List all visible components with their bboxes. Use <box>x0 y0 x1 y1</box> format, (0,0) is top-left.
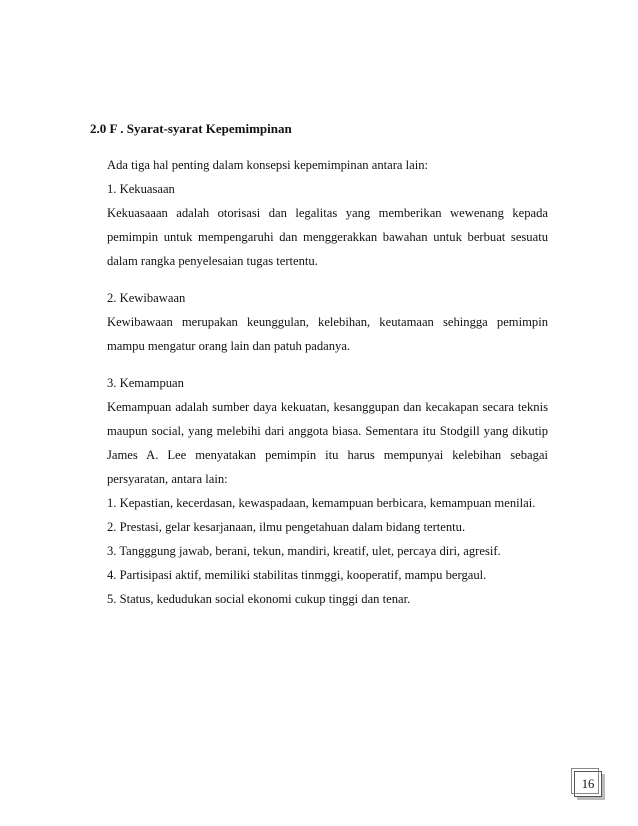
intro-text: Ada tiga hal penting dalam konsepsi kepemimpinan antara lain: <box>107 158 429 172</box>
requirement-item: 3. Tangggung jawab, berani, tekun, mandiri, kreatif, ulet, percaya diri, agresif. <box>107 544 501 558</box>
item-title-kemampuan: 3. Kemampuan <box>107 376 184 390</box>
section-heading: 2.0 F . Syarat-syarat Kepemimpinan <box>90 121 292 136</box>
requirement-item: 1. Kepastian, kecerdasan, kewaspadaan, kemampuan berbicara, kemampuan menilai. <box>107 496 536 510</box>
paragraph-line: James A. Lee menyatakan pemimpin itu harus mempunyai kelebihan sebagai <box>107 448 548 462</box>
paragraph-line: Kewibawaan merupakan keunggulan, kelebihan, keutamaan sehingga pemimpin <box>107 315 548 329</box>
paragraph-line: persyaratan, antara lain: <box>107 472 228 486</box>
paragraph-line: dalam rangka penyelesaian tugas tertentu. <box>107 254 318 268</box>
paragraph-line: maupun social, yang melebihi dari anggota biasa. Sementara itu Stodgill yang dikutip <box>107 424 548 438</box>
requirement-item: 2. Prestasi, gelar kesarjanaan, ilmu pengetahuan dalam bidang tertentu. <box>107 520 466 534</box>
paragraph-line: Kekuasaaan adalah otorisasi dan legalitas yang memberikan wewenang kepada <box>107 206 548 220</box>
paragraph-line: Kemampuan adalah sumber daya kekuatan, kesanggupan dan kecakapan secara teknis <box>107 400 548 414</box>
requirement-item: 5. Status, kedudukan social ekonomi cukup tinggi dan tenar. <box>107 592 411 606</box>
item-title-kekuasaan: 1. Kekuasaan <box>107 182 175 196</box>
requirement-item: 4. Partisipasi aktif, memiliki stabilitas tinmggi, kooperatif, mampu bergaul. <box>107 568 487 582</box>
page-number <box>574 771 602 797</box>
paragraph-line: mampu mengatur orang lain dan patuh padanya. <box>107 339 351 353</box>
paragraph-line: pemimpin untuk mempengaruhi dan menggerakkan bawahan untuk berbuat sesuatu <box>107 230 548 244</box>
page-number-text: 16 <box>581 776 595 791</box>
item-title-kewibawaan: 2. Kewibawaan <box>107 291 186 305</box>
